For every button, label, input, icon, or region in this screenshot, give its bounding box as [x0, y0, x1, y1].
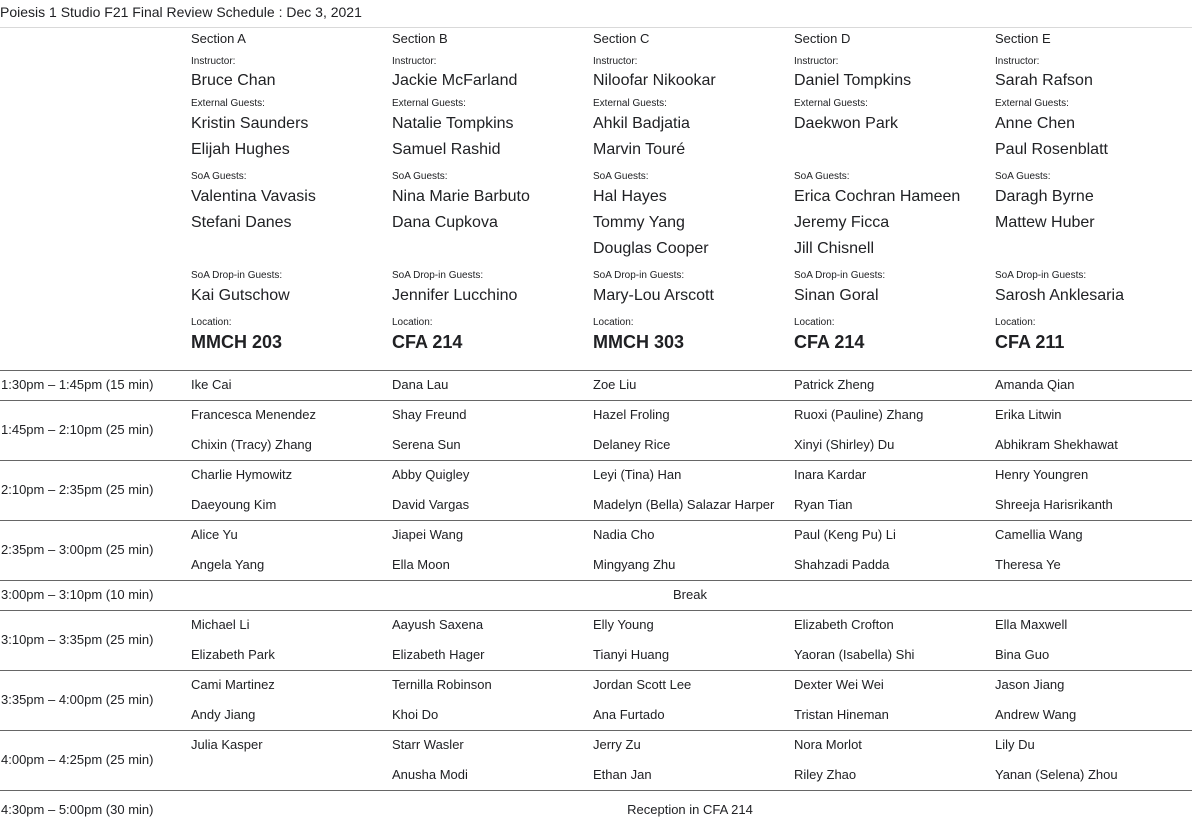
row-divider — [0, 670, 1192, 671]
student-name: Ruoxi (Pauline) Zhang — [794, 407, 924, 422]
dropin-guest-name: Sarosh Anklesaria — [995, 287, 1124, 304]
instructor-name: Niloofar Nikookar — [593, 72, 716, 89]
location-label: Location: — [191, 317, 232, 328]
instructor-label: Instructor: — [593, 56, 638, 67]
time-slot-label: 3:10pm – 3:35pm (25 min) — [1, 632, 154, 647]
location-room: CFA 214 — [794, 332, 865, 352]
time-slot-label: 1:45pm – 2:10pm (25 min) — [1, 422, 154, 437]
dropin-guest-name: Mary-Lou Arscott — [593, 287, 714, 304]
external-guest-name: Elijah Hughes — [191, 141, 290, 158]
page-title: Poiesis 1 Studio F21 Final Review Schedule : Dec 3, 2021 — [0, 4, 362, 20]
row-divider — [0, 580, 1192, 581]
location-label: Location: — [593, 317, 634, 328]
student-name: Angela Yang — [191, 557, 265, 572]
student-name: Ternilla Robinson — [392, 677, 492, 692]
location-room: CFA 211 — [995, 332, 1065, 352]
instructor-label: Instructor: — [995, 56, 1040, 67]
student-name: Camellia Wang — [995, 527, 1083, 542]
section-name: Section E — [995, 31, 1051, 46]
external-guest-name: Natalie Tompkins — [392, 115, 514, 132]
soa-guest-name: Hal Hayes — [593, 188, 667, 205]
section-name: Section D — [794, 31, 851, 46]
title-divider — [0, 27, 1192, 28]
student-name: Jiapei Wang — [392, 527, 464, 542]
instructor-name: Jackie McFarland — [392, 72, 518, 89]
soa-guest-name: Jill Chisnell — [794, 240, 875, 257]
instructor-name: Daniel Tompkins — [794, 72, 912, 89]
row-divider — [0, 460, 1192, 461]
external-guest-name: Kristin Saunders — [191, 115, 309, 132]
external-guest-name: Samuel Rashid — [392, 141, 501, 158]
student-name: Nadia Cho — [593, 527, 655, 542]
student-name: Ike Cai — [191, 377, 232, 392]
section-name: Section A — [191, 31, 246, 46]
student-name: Tristan Hineman — [794, 707, 889, 722]
student-name: Ethan Jan — [593, 767, 652, 782]
student-name: Daeyoung Kim — [191, 497, 277, 512]
time-slot-label: 1:30pm – 1:45pm (15 min) — [1, 377, 154, 392]
time-slot-label: 2:10pm – 2:35pm (25 min) — [1, 482, 154, 497]
student-name: Lily Du — [995, 737, 1035, 752]
dropin-guest-name: Kai Gutschow — [191, 287, 290, 304]
student-name: Ella Maxwell — [995, 617, 1068, 632]
soa-guest-name: Douglas Cooper — [593, 240, 709, 257]
soa-guest-name: Jeremy Ficca — [794, 214, 890, 231]
dropin-guest-name: Jennifer Lucchino — [392, 287, 518, 304]
time-slot-label: 4:00pm – 4:25pm (25 min) — [1, 752, 154, 767]
student-name: Shahzadi Padda — [794, 557, 890, 572]
student-name: Dexter Wei Wei — [794, 677, 884, 692]
student-name: Jason Jiang — [995, 677, 1065, 692]
time-slot-label: 4:30pm – 5:00pm (30 min) — [1, 802, 154, 817]
student-name: Tianyi Huang — [593, 647, 670, 662]
dropin-guests-label: SoA Drop-in Guests: — [794, 270, 886, 281]
student-name: Xinyi (Shirley) Du — [794, 437, 895, 452]
dropin-guests-label: SoA Drop-in Guests: — [593, 270, 685, 281]
student-name: Elly Young — [593, 617, 654, 632]
student-name: Theresa Ye — [995, 557, 1061, 572]
soa-guest-name: Valentina Vavasis — [191, 188, 316, 205]
external-guests-label: External Guests: — [995, 98, 1069, 109]
student-name: Alice Yu — [191, 527, 238, 542]
soa-guest-name: Nina Marie Barbuto — [392, 188, 530, 205]
student-name: Leyi (Tina) Han — [593, 467, 682, 482]
soa-guests-label: SoA Guests: — [794, 171, 850, 182]
student-name: Ella Moon — [392, 557, 450, 572]
instructor-name: Bruce Chan — [191, 72, 276, 89]
location-label: Location: — [794, 317, 835, 328]
student-name: Charlie Hymowitz — [191, 467, 293, 482]
student-name: Michael Li — [191, 617, 250, 632]
student-name: Erika Litwin — [995, 407, 1062, 422]
section-name: Section B — [392, 31, 448, 46]
row-divider — [0, 730, 1192, 731]
instructor-label: Instructor: — [392, 56, 437, 67]
student-name: Yaoran (Isabella) Shi — [794, 647, 915, 662]
row-divider — [0, 370, 1192, 371]
student-name: Abby Quigley — [392, 467, 470, 482]
dropin-guests-label: SoA Drop-in Guests: — [995, 270, 1087, 281]
student-name: Dana Lau — [392, 377, 449, 392]
instructor-label: Instructor: — [794, 56, 839, 67]
student-name: Aayush Saxena — [392, 617, 484, 632]
external-guests-label: External Guests: — [392, 98, 466, 109]
student-name: Mingyang Zhu — [593, 557, 676, 572]
student-name: Jerry Zu — [593, 737, 641, 752]
student-name: Yanan (Selena) Zhou — [995, 767, 1118, 782]
dropin-guests-label: SoA Drop-in Guests: — [392, 270, 484, 281]
external-guests-label: External Guests: — [191, 98, 265, 109]
student-name: Madelyn (Bella) Salazar Harper — [593, 497, 775, 512]
soa-guest-name: Stefani Danes — [191, 214, 292, 231]
student-name: Elizabeth Hager — [392, 647, 485, 662]
location-label: Location: — [995, 317, 1036, 328]
student-name: Amanda Qian — [995, 377, 1075, 392]
student-name: Paul (Keng Pu) Li — [794, 527, 896, 542]
soa-guests-label: SoA Guests: — [593, 171, 649, 182]
student-name: Hazel Froling — [593, 407, 670, 422]
soa-guests-label: SoA Guests: — [392, 171, 448, 182]
student-name: Serena Sun — [392, 437, 461, 452]
row-divider — [0, 790, 1192, 791]
student-name: Inara Kardar — [794, 467, 867, 482]
external-guests-label: External Guests: — [794, 98, 868, 109]
student-name: Starr Wasler — [392, 737, 464, 752]
soa-guest-name: Tommy Yang — [593, 214, 685, 231]
reception-label: Reception in CFA 214 — [627, 802, 753, 817]
student-name: Ana Furtado — [593, 707, 665, 722]
student-name: Andy Jiang — [191, 707, 256, 722]
instructor-label: Instructor: — [191, 56, 236, 67]
external-guests-label: External Guests: — [593, 98, 667, 109]
student-name: Patrick Zheng — [794, 377, 875, 392]
location-room: CFA 214 — [392, 332, 463, 352]
external-guest-name: Paul Rosenblatt — [995, 141, 1108, 158]
student-name: Delaney Rice — [593, 437, 671, 452]
time-slot-label: 3:00pm – 3:10pm (10 min) — [1, 587, 154, 602]
soa-guests-label: SoA Guests: — [995, 171, 1051, 182]
student-name: Elizabeth Crofton — [794, 617, 894, 632]
soa-guest-name: Daragh Byrne — [995, 188, 1094, 205]
dropin-guests-label: SoA Drop-in Guests: — [191, 270, 283, 281]
student-name: Shay Freund — [392, 407, 467, 422]
instructor-name: Sarah Rafson — [995, 72, 1093, 89]
external-guest-name: Daekwon Park — [794, 115, 899, 132]
student-name: Riley Zhao — [794, 767, 857, 782]
student-name: Nora Morlot — [794, 737, 862, 752]
dropin-guest-name: Sinan Goral — [794, 287, 879, 304]
break-label: Break — [673, 587, 707, 602]
student-name: Cami Martinez — [191, 677, 275, 692]
external-guest-name: Marvin Touré — [593, 141, 686, 158]
student-name: Bina Guo — [995, 647, 1050, 662]
student-name: Shreeja Harisrikanth — [995, 497, 1113, 512]
location-room: MMCH 303 — [593, 332, 685, 352]
student-name: Khoi Do — [392, 707, 439, 722]
student-name: Abhikram Shekhawat — [995, 437, 1118, 452]
location-room: MMCH 203 — [191, 332, 283, 352]
student-name: Elizabeth Park — [191, 647, 275, 662]
student-name: Julia Kasper — [191, 737, 263, 752]
time-slot-label: 3:35pm – 4:00pm (25 min) — [1, 692, 154, 707]
student-name: Anusha Modi — [392, 767, 468, 782]
row-divider — [0, 400, 1192, 401]
time-slot-label: 2:35pm – 3:00pm (25 min) — [1, 542, 154, 557]
student-name: Andrew Wang — [995, 707, 1077, 722]
student-name: Francesca Menendez — [191, 407, 317, 422]
external-guest-name: Anne Chen — [995, 115, 1076, 132]
soa-guest-name: Dana Cupkova — [392, 214, 498, 231]
student-name: Henry Youngren — [995, 467, 1089, 482]
soa-guests-label: SoA Guests: — [191, 171, 247, 182]
student-name: Ryan Tian — [794, 497, 853, 512]
student-name: Jordan Scott Lee — [593, 677, 692, 692]
student-name: Zoe Liu — [593, 377, 637, 392]
row-divider — [0, 610, 1192, 611]
external-guest-name: Ahkil Badjatia — [593, 115, 690, 132]
student-name: Chixin (Tracy) Zhang — [191, 437, 312, 452]
location-label: Location: — [392, 317, 433, 328]
student-name: David Vargas — [392, 497, 470, 512]
section-name: Section C — [593, 31, 650, 46]
row-divider — [0, 520, 1192, 521]
soa-guest-name: Erica Cochran Hameen — [794, 188, 961, 205]
soa-guest-name: Mattew Huber — [995, 214, 1095, 231]
